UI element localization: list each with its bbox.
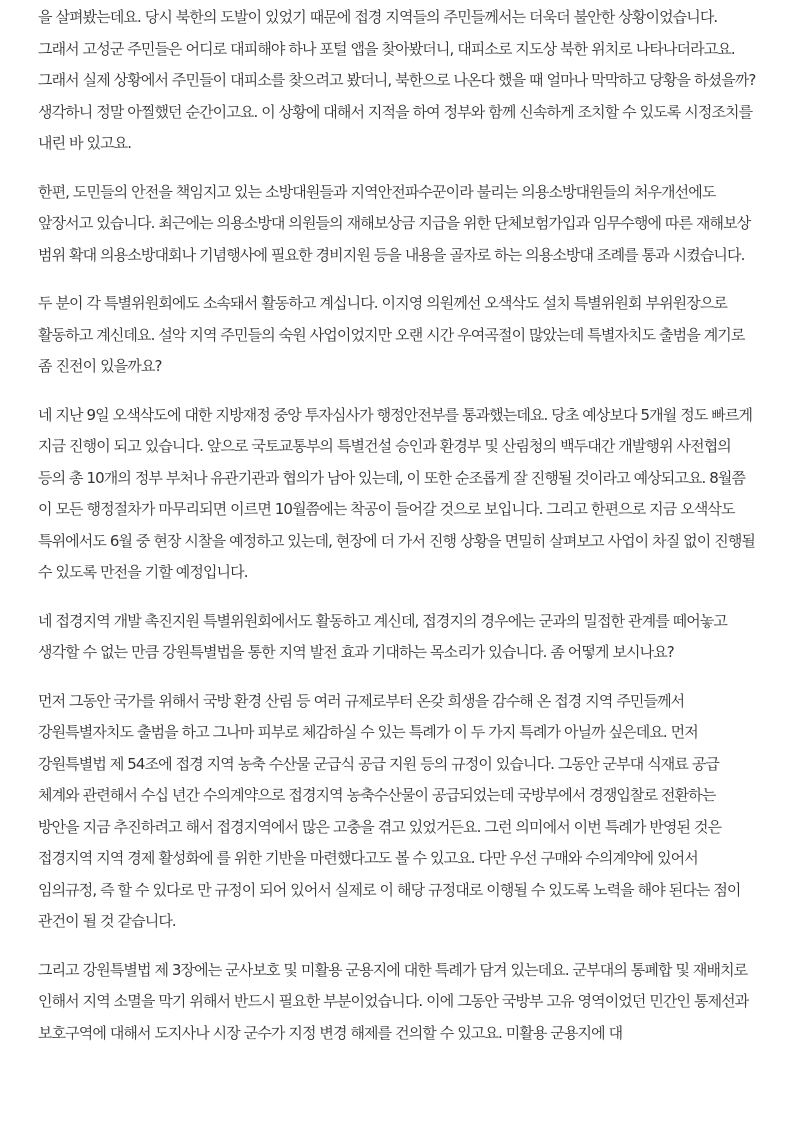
paragraph: 한편, 도민들의 안전을 책임지고 있는 소방대원들과 지역안전파수꾼이라 불리는 의용소방대원들의 처우개선에도 앞장서고 있습니다. 최근에는 의용소방대 의원들의 재해보상금 지급을 위한 단체보험가입과 임무수행에 따른 재해보상 범위 확대 의용소방대회나 기념행사에 필요한 경비지원 등을 내용을 골자로 하는 의용소방대 조례를 통과 시켰습니다. [38, 182, 751, 264]
paragraph: 그리고 강원특별법 제 3장에는 군사보호 및 미활용 군용지에 대한 특례가 담겨 있는데요. 군부대의 통폐합 및 재배치로 인해서 지역 소멸을 막기 위해서 반드시 필요한 부분이었습니다. 이에 그동안 국방부 고유 영역이었던 민간인 통제선과 보호구역에 대해서 도지사나 시장 군수가 지정 변경 해제를 건의할 수 있고요. 미활용 군용지에 대 [38, 960, 749, 1042]
paragraph: 네 지난 9일 오색삭도에 대한 지방재정 중앙 투자심사가 행정안전부를 통과했는데요. 당초 예상보다 5개월 정도 빠르게 지금 진행이 되고 있습니다. 앞으로 국토교통부의 특별건설 승인과 환경부 및 산림청의 백두대간 개발행위 사전협의 등의 총 10개의 정부 부처나 유관기관과 협의가 남아 있는데, 이 또한 순조롭게 잘 진행될 것이라고 예상되고요. 8월쯤 이 모든 행정절차가 마무리되면 이르면 10월쯤에는 착공이 들어갈 것으로 보입니다. 그리고 한편으로 지금 오색삭도 특위에서도 6월 중 현장 시찰을 예정하고 있는데, 현장에 더 가서 진행 상황을 면밀히 살펴보고 사업이 차질 없이 진행될 수 있도록 만전을 기할 예정입니다. [38, 405, 756, 581]
paragraph: 먼저 그동안 국가를 위해서 국방 환경 산림 등 여러 규제로부터 온갖 희생을 감수해 온 접경 지역 주민들께서 강원특별자치도 출범을 하고 그나마 피부로 체감하실 수 있는 특례가 이 두 가지 특례가 아닐까 싶은데요. 먼저 강원특별법 제 54조에 접경 지역 농축 수산물 군급식 공급 지원 등의 규정이 있습니다. 그동안 군부대 식재료 공급 체계와 관련해서 수십 년간 수의계약으로 접경지역 농축수산물이 공급되었는데 국방부에서 경쟁입찰로 전환하는 방안을 지금 추진하려고 해서 접경지역에서 많은 고충을 겪고 있었거든요. 그런 의미에서 이번 특례가 반영된 것은 접경지역 지역 경제 활성화에 를 위한 기반을 마련했다고도 볼 수 있고요. 다만 우선 구매와 수의계약에 있어서 임의규정, 즉 할 수 있다로 만 규정이 되어 있어서 실제로 이 해당 규정대로 이행될 수 있도록 노력을 해야 된다는 점이 관건이 될 것 같습니다. [38, 691, 741, 930]
paragraph: 두 분이 각 특별위원회에도 소속돼서 활동하고 계십니다. 이지영 의원께선 오색삭도 설치 특별위원회 부위원장으로 활동하고 계신데요. 설악 지역 주민들의 숙원 사업이었지만 오랜 시간 우여곡절이 많았는데 특별자치도 출범을 계기로 좀 진전이 있을까요? [38, 294, 745, 375]
paragraph: 네 접경지역 개발 촉진지원 특별위원회에서도 활동하고 계신데, 접경지의 경우에는 군과의 밀접한 관계를 떼어놓고 생각할 수 없는 만큼 강원특별법을 통한 지역 발전 효과 기대하는 목소리가 있습니다. 좀 어떻게 보시나요? [38, 611, 728, 661]
paragraph: 을 살펴봤는데요. 당시 북한의 도발이 있었기 때문에 접경 지역들의 주민들께서는 더욱더 불안한 상황이었습니다. 그래서 고성군 주민들은 어디로 대피해야 하나 포털 앱을 찾아봤더니, 대피소로 지도상 북한 위치로 나타나더라고요. 그래서 실제 상황에서 주민들이 대피소를 찾으려고 봤더니, 북한으로 나온다 했을 때 얼마나 막막하고 당황을 하셨을까? 생각하니 정말 아찔했던 순간이고요. 이 상황에 대해서 지적을 하여 정부와 함께 신속하게 조치할 수 있도록 시정조치를 내린 바 있고요. [38, 8, 756, 152]
